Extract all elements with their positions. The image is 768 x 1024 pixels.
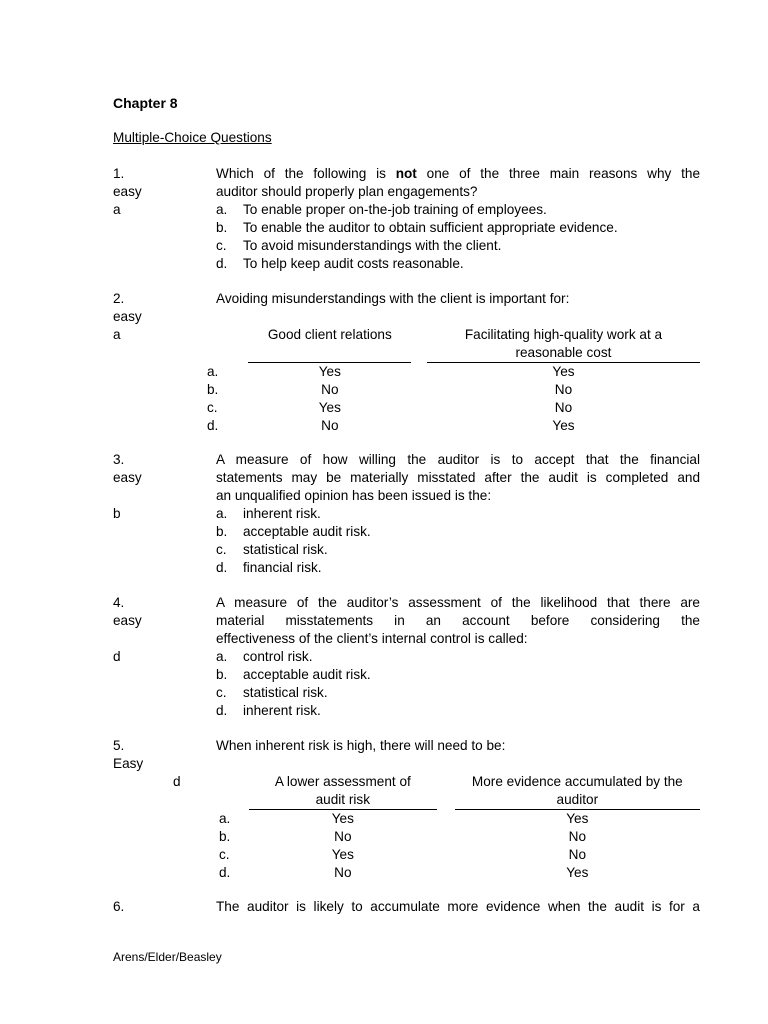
- row-value: Yes: [552, 364, 575, 379]
- question-difficulty: easy: [113, 613, 142, 628]
- question-stem-line: statements may be materially misstated after the audit is completed and: [216, 470, 700, 485]
- row-letter: c.: [219, 847, 230, 862]
- row-value: No: [554, 382, 573, 397]
- matrix-row-d: [209, 864, 700, 882]
- row-value: No: [334, 829, 352, 844]
- question-meta: [113, 594, 193, 666]
- column-header: Facilitating high-quality work at a reasonable cost: [427, 326, 700, 363]
- question-stem: Which of the following is not one of the three main reasons why the: [216, 166, 700, 181]
- option-b: b. acceptable audit risk.: [216, 667, 371, 682]
- column-header: A lower assessment of audit risk: [249, 773, 437, 810]
- question-meta: [113, 290, 193, 344]
- emphasis-not: not: [395, 166, 417, 181]
- page-footer: Arens/Elder/Beasley: [113, 950, 222, 964]
- question-meta: [113, 451, 193, 523]
- row-letter: d.: [219, 865, 231, 880]
- question-answer: d: [173, 774, 181, 789]
- question-stem: When inherent risk is high, there will need to be:: [216, 738, 506, 753]
- question-difficulty: Easy: [113, 756, 144, 771]
- row-value: No: [554, 400, 573, 415]
- matrix-row-a: [209, 810, 700, 829]
- row-value: No: [568, 829, 587, 844]
- row-value: No: [321, 418, 339, 433]
- question-number: 2.: [113, 291, 125, 306]
- row-value: No: [568, 847, 587, 862]
- matrix-row-b: [197, 381, 700, 399]
- row-value: Yes: [552, 418, 575, 433]
- option-a: a. inherent risk.: [216, 506, 321, 521]
- row-value: Yes: [331, 847, 354, 862]
- row-value: Yes: [566, 811, 589, 826]
- option-b: b. acceptable audit risk.: [216, 524, 371, 539]
- question-stem-line: auditor should properly plan engagements?: [216, 184, 478, 199]
- row-value: No: [321, 382, 339, 397]
- row-value: No: [334, 865, 352, 880]
- question-stem-line: effectiveness of the client’s internal control is called:: [216, 631, 528, 646]
- question-difficulty: easy: [113, 470, 142, 485]
- row-value: Yes: [318, 400, 341, 415]
- row-letter: a.: [207, 363, 219, 379]
- row-value: Yes: [566, 865, 589, 880]
- question-number: 5.: [113, 738, 125, 753]
- question-meta: [113, 165, 193, 219]
- question-number: 6.: [113, 899, 125, 914]
- row-letter: b.: [219, 829, 231, 844]
- row-letter: b.: [207, 382, 219, 397]
- option-c: c. statistical risk.: [216, 685, 328, 700]
- question-difficulty: easy: [113, 184, 142, 199]
- section-heading: Multiple-Choice Questions: [113, 130, 272, 145]
- option-d: d. inherent risk.: [216, 703, 321, 718]
- question-number: 1.: [113, 166, 125, 181]
- column-header: Good client relations: [248, 326, 411, 363]
- matrix-row-a: [197, 363, 700, 382]
- question-answer: a: [113, 327, 121, 342]
- matrix-row-c: [197, 399, 700, 417]
- option-c: c. statistical risk.: [216, 542, 328, 557]
- question-number: 4.: [113, 595, 125, 610]
- column-header: More evidence accumulated by the auditor: [455, 773, 700, 810]
- option-c: c. To avoid misunderstandings with the client.: [216, 238, 502, 253]
- question-number: 3.: [113, 452, 125, 467]
- question-difficulty: easy: [113, 309, 142, 324]
- question-answer: b: [113, 506, 121, 521]
- matrix-row-d: [197, 417, 700, 435]
- row-value: Yes: [331, 811, 354, 826]
- option-d: d. To help keep audit costs reasonable.: [216, 256, 464, 271]
- question-stem: The auditor is likely to accumulate more evidence when the audit is for a: [216, 899, 700, 914]
- answer-matrix: [197, 326, 700, 435]
- question-stem: Avoiding misunderstandings with the client is important for:: [216, 291, 570, 306]
- row-letter: a.: [219, 810, 231, 826]
- question-stem-line: an unqualified opinion has been issued is the:: [216, 488, 492, 503]
- option-d: d. financial risk.: [216, 560, 322, 575]
- option-a: a. control risk.: [216, 649, 313, 664]
- question-stem: A measure of how willing the auditor is to accept that the financial: [216, 452, 700, 467]
- matrix-row-b: [209, 828, 700, 846]
- row-value: Yes: [318, 364, 341, 379]
- row-letter: d.: [207, 418, 219, 433]
- option-a: a. To enable proper on-the-job training of employees.: [216, 202, 547, 217]
- matrix-row-c: [209, 846, 700, 864]
- chapter-title: Chapter 8: [113, 95, 178, 111]
- question-answer: a: [113, 202, 121, 217]
- question-stem: A measure of the auditor’s assessment of the likelihood that there are: [216, 595, 700, 610]
- answer-matrix: [209, 773, 700, 882]
- question-meta: [113, 737, 193, 791]
- question-meta: [113, 898, 193, 916]
- question-answer: d: [113, 649, 121, 664]
- question-stem-line: material misstatements in an account before considering the: [216, 613, 700, 628]
- option-b: b. To enable the auditor to obtain sufficient appropriate evidence.: [216, 220, 618, 235]
- row-letter: c.: [207, 400, 218, 415]
